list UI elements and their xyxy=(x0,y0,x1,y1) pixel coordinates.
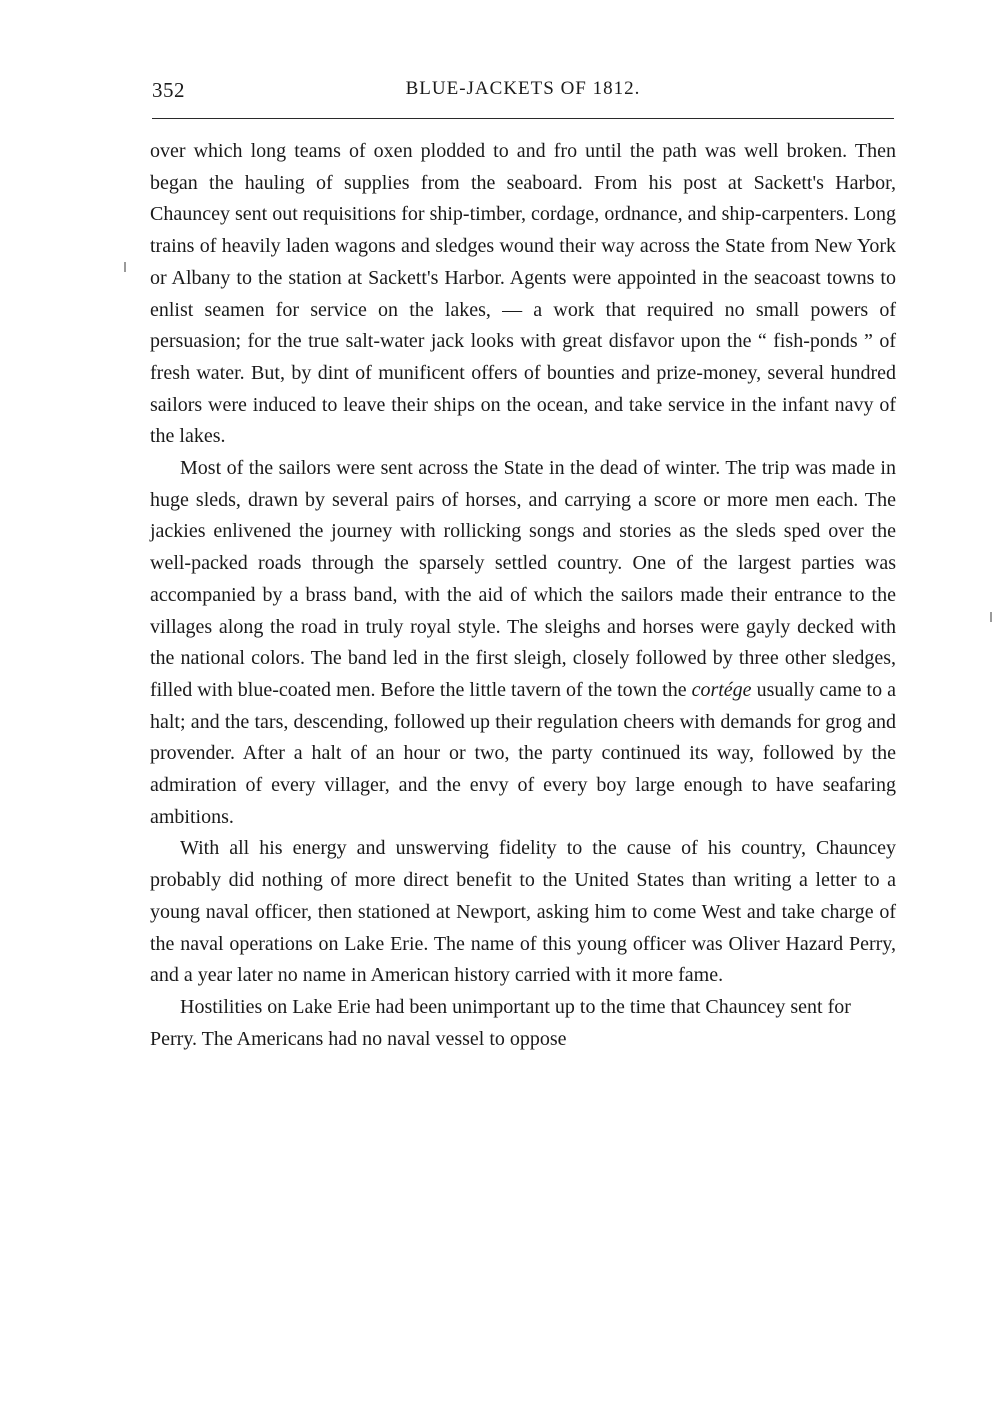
body-text xyxy=(150,136,896,1055)
paragraph-2-text-start: Most of the sailors were sent across the State in the dead of winter. The trip was made in huge sleds, drawn by several pairs of horses, and carrying a score or more men each. The jackies enlivened the journey with rollicking songs and stories as the sleds sped over the well-packed roads through the sparsely settled country. One of the largest parties was accompanied by a brass band, with the aid of which the sailors made their entrance to the villages along the road in truly royal style. The sleighs and horses were gayly decked with the national colors. The band led in the first sleigh, closely followed by three other sledges, filled with blue-coated men. Before the little tavern of the town the xyxy=(150,457,896,701)
running-head xyxy=(152,78,894,108)
margin-mark xyxy=(990,612,992,622)
header-rule xyxy=(152,118,894,119)
paragraph-4 xyxy=(150,992,896,1055)
paragraph-2-italic-word: cortége xyxy=(691,678,752,701)
paragraph-2-text-end: usually came to a halt; and the tars, descending, followed up their regulation cheers with demands for grog and provender. After a halt of an hour or two, the party continued its way, followed by the admiration of every villager, and the envy of every boy large enough to have seafaring ambitions. xyxy=(150,678,896,828)
paragraph-4-text: Hostilities on Lake Erie had been unimportant up to the time that Chauncey sent for Perry. The Americans had no naval vessel to oppose xyxy=(150,995,851,1050)
running-title: BLUE-JACKETS OF 1812. xyxy=(405,78,641,99)
paragraph-3 xyxy=(150,833,896,992)
paragraph-3-text: With all his energy and unswerving fidelity to the cause of his country, Chauncey probably did nothing of more direct benefit to the United States than writing a letter to a young naval officer, then stationed at Newport, asking him to come West and take charge of the naval operations on Lake Erie. The name of this young officer was Oliver Hazard Perry, and a year later no name in American history carried with it more fame. xyxy=(150,837,896,987)
page-number: 352 xyxy=(152,78,185,102)
margin-mark xyxy=(124,262,126,272)
paragraph-1-text: over which long teams of oxen plodded to and fro until the path was well broken. Then began the hauling of supplies from the seaboard. From his post at Sackett's Harbor, Chauncey sent out requisitions for ship-timber, cordage, ordnance, and ship-carpenters. Long trains of heavily laden wagons and sledges wound their way across the State from New York or Albany to the station at Sackett's Harbor. Agents were appointed in the seacoast towns to enlist seamen for service on the lakes, — a work that required no small powers of persuasion; for the true salt-water jack looks with great disfavor upon the “ fish-ponds ” of fresh water. But, by dint of munificent offers of bounties and prize-money, several hundred sailors were induced to leave their ships on the ocean, and take service in the infant navy of the lakes. xyxy=(150,140,896,448)
paragraph-2 xyxy=(150,453,896,833)
paragraph-1 xyxy=(150,136,896,453)
